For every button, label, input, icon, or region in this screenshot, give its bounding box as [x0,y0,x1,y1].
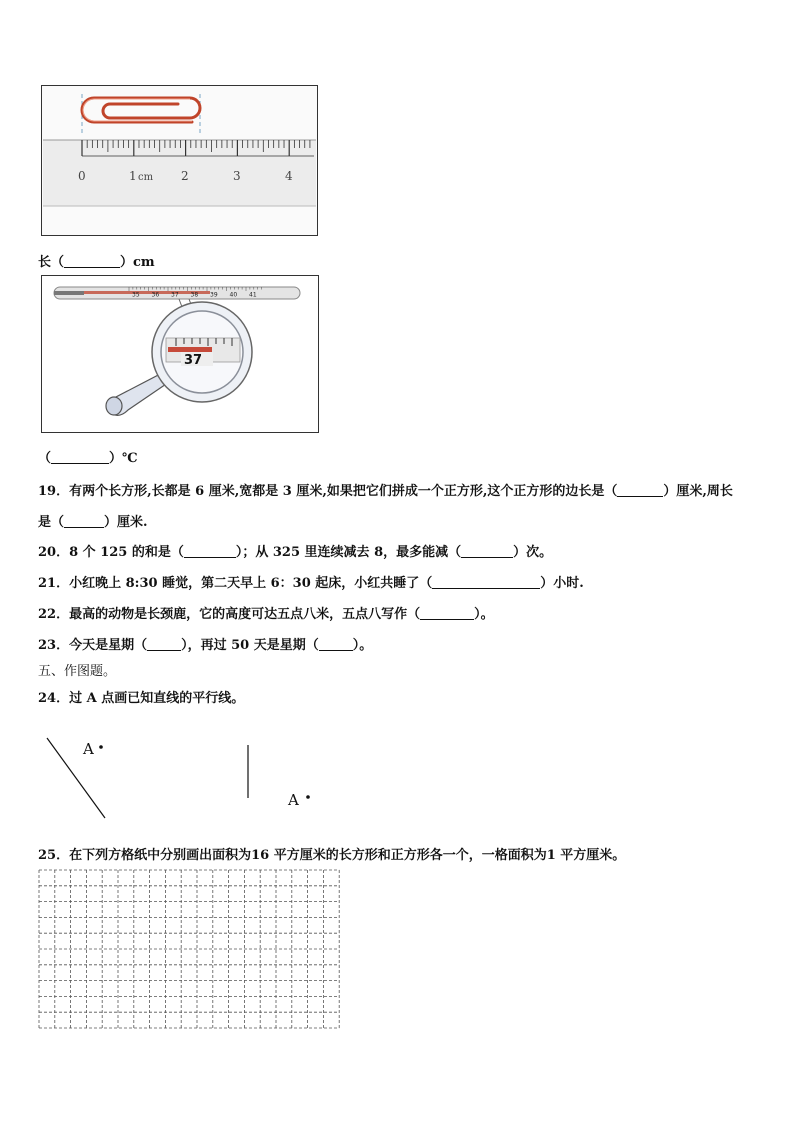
q19-text-c: 是（ [38,515,65,530]
thermometer-scale-label: 39 [210,291,218,299]
point-label-a-right: A [288,791,299,809]
parallel-line-figure [38,730,338,825]
q21-text-b: ）小时. [540,576,584,591]
section-5-heading: 五、作图题。 [38,664,117,679]
thermometer-scale-label: 41 [249,291,257,299]
thermometer-figure-svg [42,276,318,432]
q20-text-c: ）次。 [513,545,553,560]
question-19-line2 [38,511,148,530]
thermometer-figure [41,275,319,433]
question-19-line1 [38,480,733,499]
question-25: 25．在下列方格纸中分别画出面积为16 平方厘米的长方形和正方形各一个，一格面积为1 平方厘米。 [38,848,626,863]
question-24: 24．过 A 点画已知直线的平行线。 [38,691,245,706]
q23-text-b: ），再过 50 天是星期（ [181,638,319,653]
q19-text-b: ）厘米,周长 [663,484,733,499]
q23-blank-today[interactable] [147,638,181,651]
q23-blank-later[interactable] [319,638,353,651]
q19-blank-side[interactable] [617,484,663,497]
question-22 [38,603,494,622]
question-23 [38,634,372,653]
q22-blank-number[interactable] [420,607,474,620]
thermometer-scale-label: 37 [171,291,179,299]
square-grid[interactable] [38,869,340,1032]
q19-text-a: 19．有两个长方形,长都是 6 厘米,宽都是 3 厘米,如果把它们拼成一个正方形,这个正方形的边长是（ [38,484,618,499]
ruler-figure-svg [42,86,317,235]
q20-blank-times[interactable] [461,545,513,558]
q20-text-a: 20．8 个 125 的和是（ [38,545,184,560]
thermometer-scale-label: 35 [132,291,140,299]
ruler-answer-prefix: 长（ [38,255,65,270]
question-20 [38,541,552,560]
ruler-label-1: 1 [129,169,137,183]
slanted-line[interactable] [47,738,105,818]
point-a-right[interactable] [306,795,310,799]
question-21 [38,572,584,591]
point-a-left[interactable] [99,745,103,749]
magnifier-icon [106,302,252,415]
thermometer-scale-label: 36 [151,291,160,299]
ruler-answer-suffix: ）cm [120,255,155,270]
q20-blank-sum[interactable] [184,545,236,558]
q23-text-c: ）。 [352,638,373,653]
ruler-label-0: 0 [78,169,86,183]
q21-text-a: 21．小红晚上 8:30 睡觉，第二天早上 6：30 起床，小红共睡了（ [38,576,433,591]
thermometer-scale-label: 40 [229,291,238,299]
ruler-label-cm: cm [138,172,154,183]
q19-blank-perimeter[interactable] [64,515,104,528]
q23-text-a: 23．今天是星期（ [38,638,148,653]
point-label-a-left: A [83,740,94,758]
thermometer-answer-line [38,447,138,466]
ruler-label-3: 3 [233,169,241,183]
ruler-label-4: 4 [285,169,293,183]
q21-blank-hours[interactable] [432,576,540,589]
ruler-answer-blank[interactable] [64,255,120,268]
ruler-label-2: 2 [181,169,189,183]
q22-text-b: ）。 [474,607,494,622]
thermometer-scale-label: 38 [190,291,199,299]
q19-text-d: ）厘米. [104,515,148,530]
q22-text-a: 22．最高的动物是长颈鹿，它的高度可达五点八米，五点八写作（ [38,607,421,622]
thermometer-answer-blank[interactable] [51,451,109,464]
ruler-figure [41,85,318,236]
ruler-answer-line [38,251,155,270]
q20-text-b: ）；从 325 里连续减去 8，最多能减（ [235,545,462,560]
thermometer-answer-prefix: （ [38,451,52,466]
magnified-reading: 37 [184,353,203,368]
thermometer-answer-suffix: ）℃ [109,451,138,466]
